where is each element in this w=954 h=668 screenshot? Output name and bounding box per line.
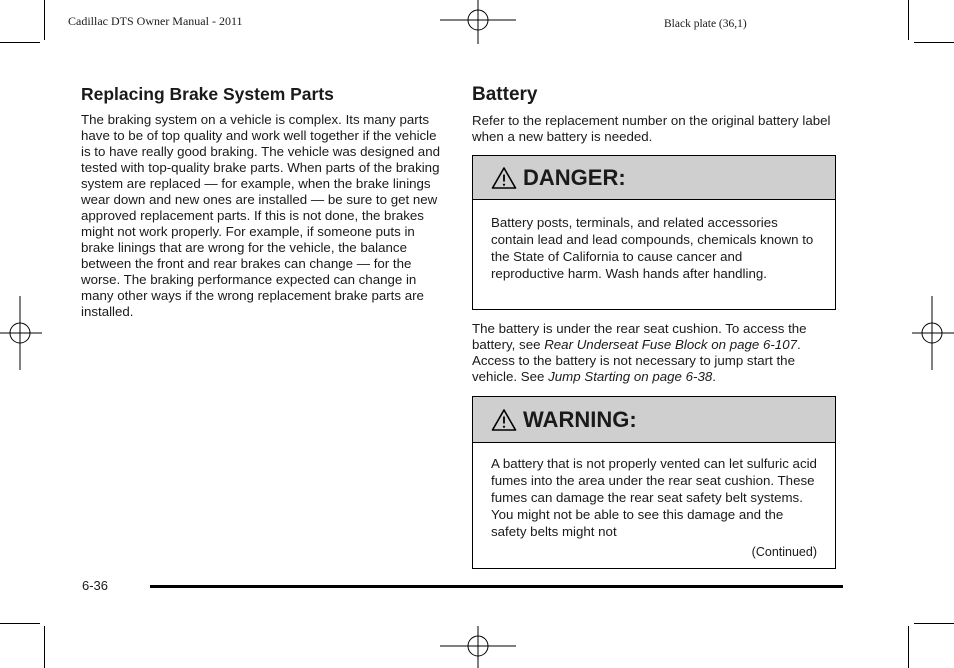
fuse-block-reference: Rear Underseat Fuse Block on page 6-107 [544, 337, 797, 352]
brake-parts-text: The braking system on a vehicle is complex. Its many parts have to be of top quality and work well together if the vehicle is to have really good braking. The vehicle was designed and tested with top-quality brake parts. When parts of the braking system are replaced — for example, when the brake linings wear down and new ones are installed — be sure to get new approved replacement parts. If this is not done, the brakes might not work properly. For example, if someone puts in brake linings that are wrong for the vehicle, the balance between the front and rear brakes can change — for the worse. The braking performance expected can change in many other ways if the wrong replacement brake parts are installed. [81, 112, 440, 319]
danger-header [473, 156, 835, 200]
jump-starting-reference: Jump Starting on page 6-38 [548, 369, 713, 384]
registration-mark-bottom [440, 626, 516, 668]
battery-intro-text: Refer to the replacement number on the original battery label when a new battery is needed. [472, 113, 831, 144]
registration-mark-top [440, 0, 516, 44]
battery-location-text: The battery is under the rear seat cushion. To access the battery, see Rear Underseat Fuse Block on page 6-107. Access to the battery is not necessary to jump start the vehicle. See Jump Starting on page 6-38. [472, 321, 807, 384]
danger-box [472, 155, 836, 310]
section-heading-battery: Battery [472, 84, 538, 105]
warning-body [473, 443, 835, 571]
warning-triangle-icon [491, 408, 517, 432]
right-column [472, 84, 836, 145]
manual-title: Cadillac DTS Owner Manual - 2011 [68, 14, 243, 28]
warning-text: A battery that is not properly vented can let sulfuric acid fumes into the area under the rear seat cushion. These fumes can damage the rear seat safety belt systems. You might not be able to see this damage and the safety belts might not [491, 456, 817, 539]
registration-mark-left [0, 296, 42, 370]
continued-label: (Continued) [751, 545, 817, 559]
plate-label: Black plate (36,1) [664, 18, 747, 30]
warning-label: WARNING: [523, 406, 637, 432]
warning-triangle-icon [491, 166, 517, 190]
left-column [81, 84, 449, 320]
danger-text: Battery posts, terminals, and related accessories contain lead and lead compounds, chemicals known to the State of California to cause cancer and reproductive harm. Wash hands after handling. [491, 215, 814, 281]
footer-rule [150, 585, 843, 588]
warning-box [472, 396, 836, 569]
section-heading-brake-parts: Replacing Brake System Parts [81, 84, 334, 104]
page-number: 6-36 [82, 578, 109, 593]
danger-label: DANGER: [523, 164, 626, 190]
registration-mark-right [912, 296, 954, 370]
warning-header [473, 397, 835, 443]
